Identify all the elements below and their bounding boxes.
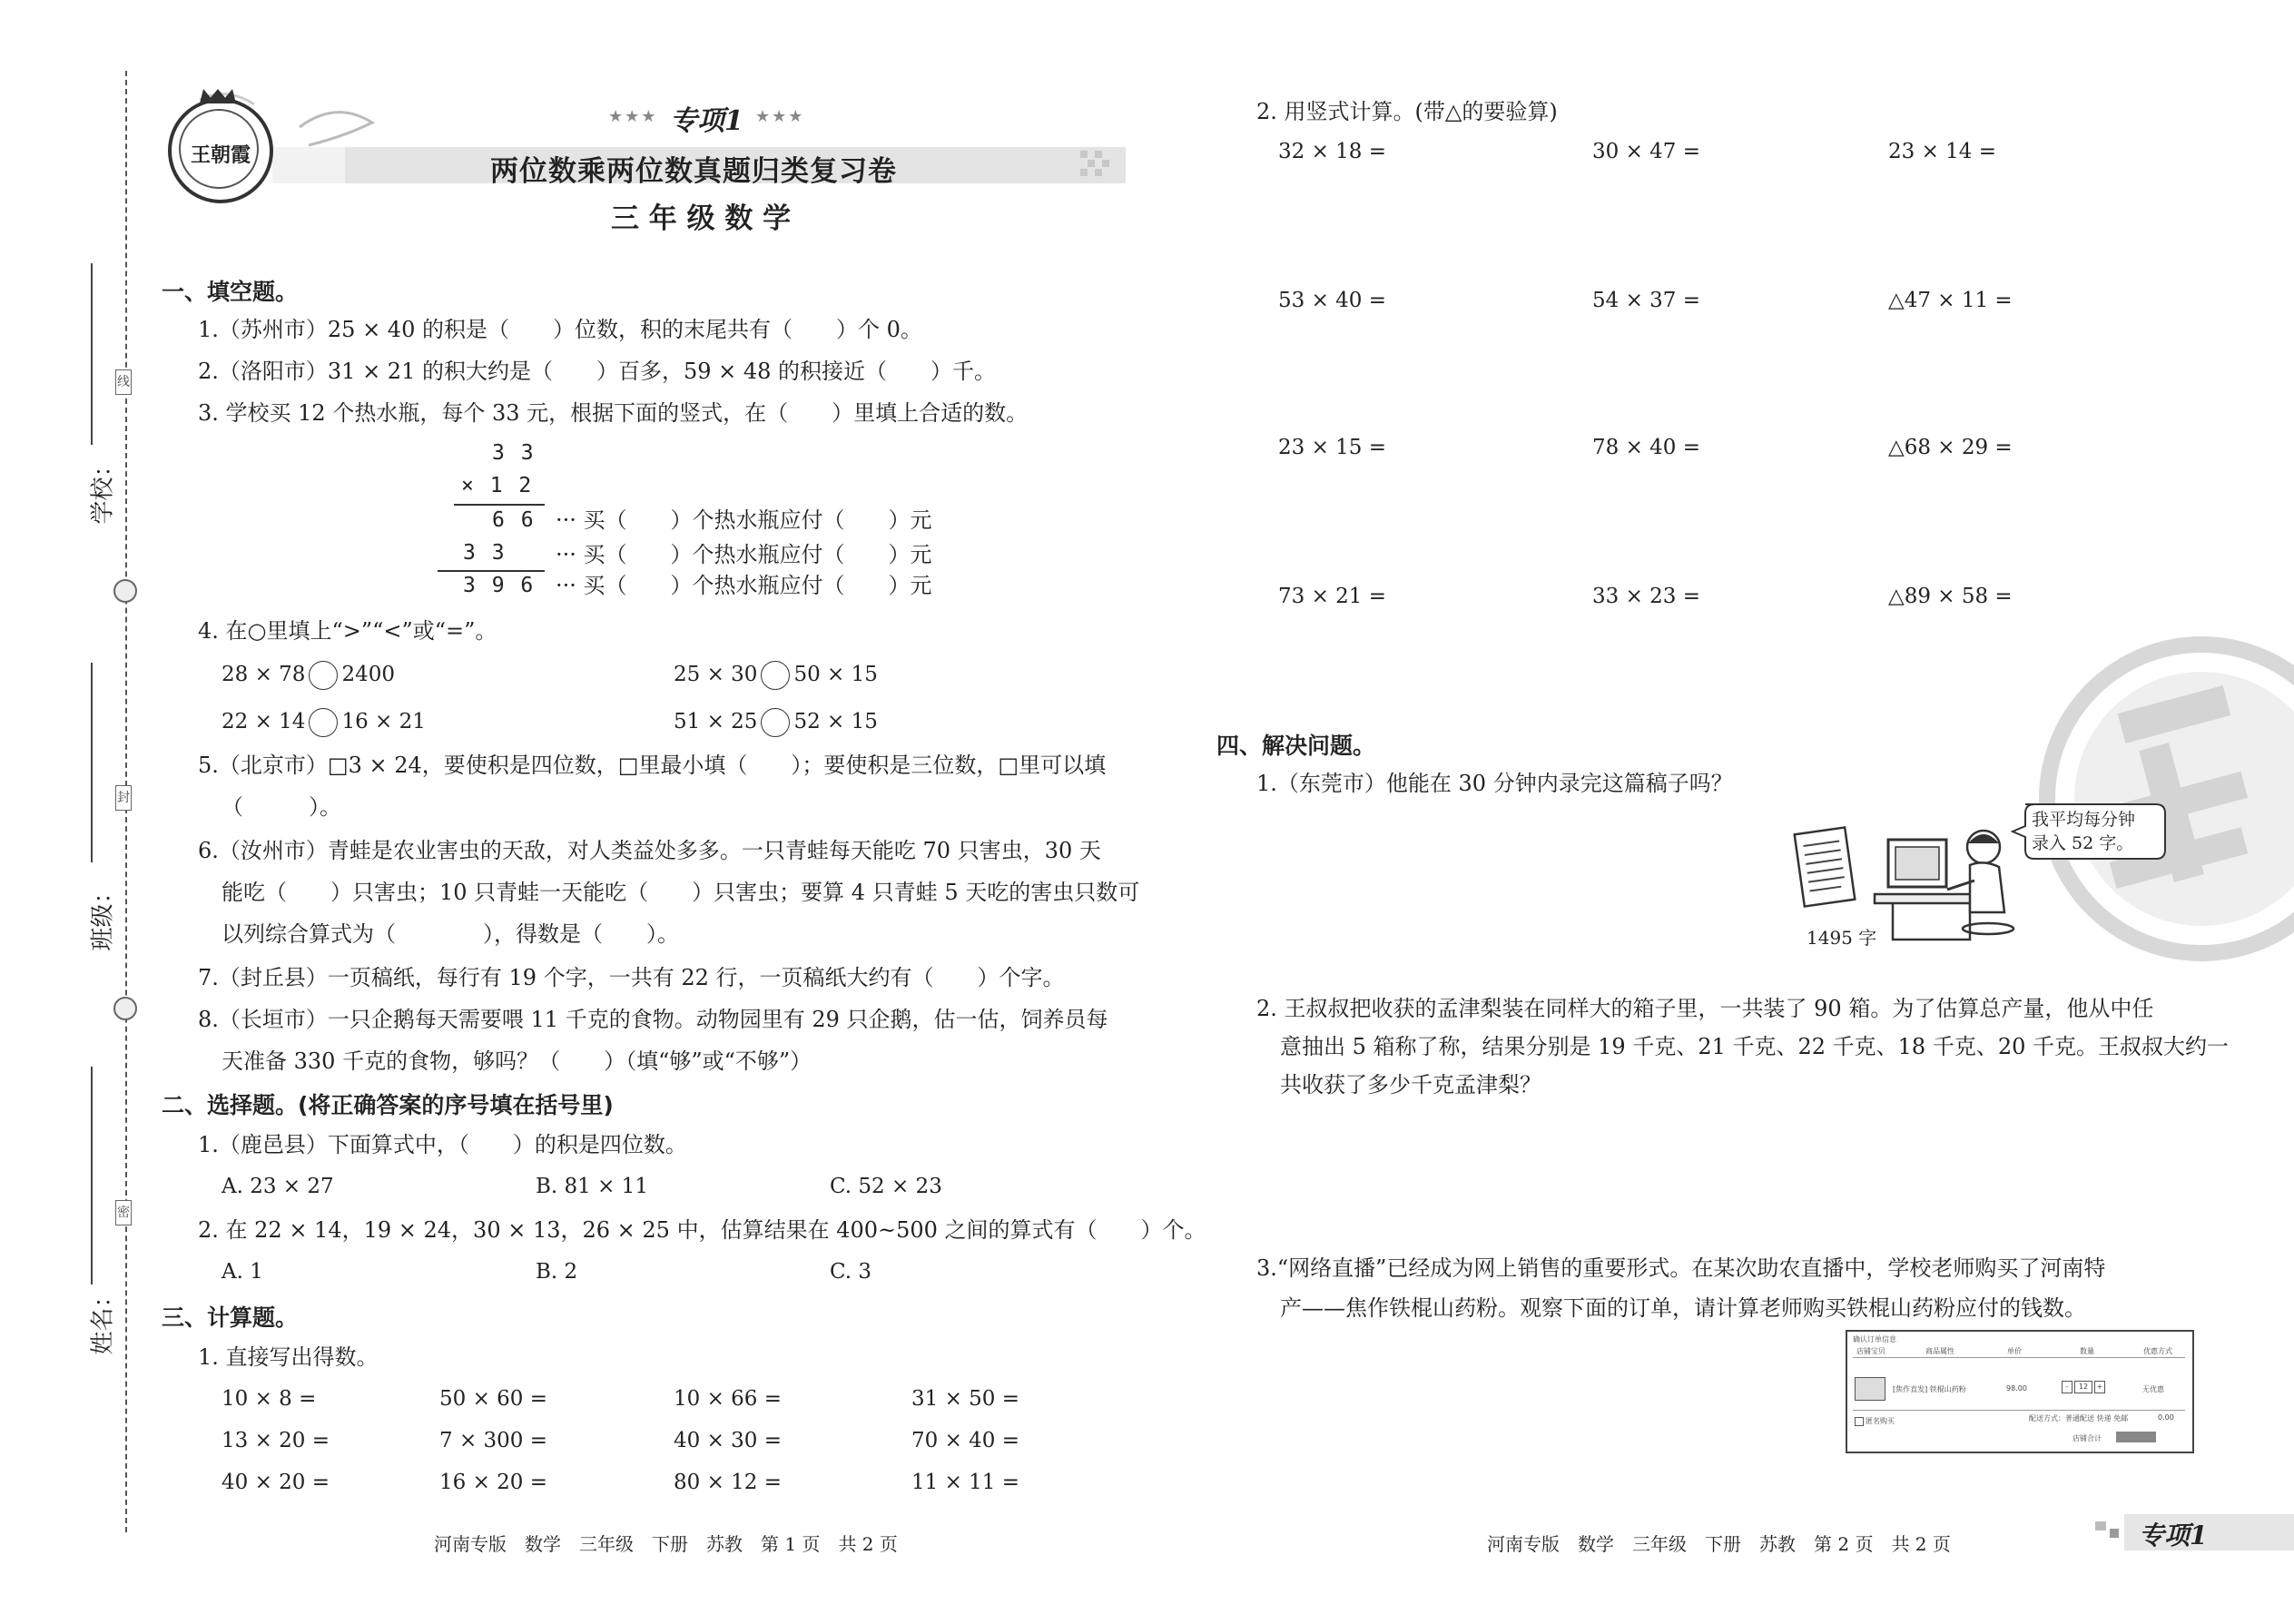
question-2-2: 2. 在 22 × 14，19 × 24，30 × 13，26 × 25 中，估算结果在 400~500 之间的算式有（ ）个。 <box>198 1217 1206 1243</box>
calc-row-3: 6 6 <box>492 508 536 532</box>
option-2-2-c: C. 3 <box>830 1260 872 1284</box>
anonymous-checkbox[interactable] <box>1855 1417 1864 1426</box>
compare-2-left: 25 × 30 <box>674 663 758 686</box>
compare-circle[interactable] <box>309 661 338 690</box>
order-panel <box>1846 1330 2194 1453</box>
vertical-calc: 54 × 37 = <box>1592 289 1701 312</box>
question-1-8: 8.（长垣市）一只企鹅每天需要喂 11 千克的食物。动物园里有 29 只企鹅，估一估，饲养员每 <box>198 1007 1108 1032</box>
compare-3-left: 22 × 14 <box>222 710 306 733</box>
col-attribute: 商品属性 <box>1925 1347 1954 1355</box>
question-1-7: 7.（封丘县）一页稿纸，每行有 19 个字，一共有 22 行，一页稿纸大约有（ ）个字。 <box>198 965 1065 990</box>
oral-calc: 7 × 300 = <box>439 1429 548 1452</box>
oral-calc: 16 × 20 = <box>439 1471 548 1494</box>
vertical-calc: △89 × 58 = <box>1888 585 2013 608</box>
footer-deco <box>2095 1521 2106 1530</box>
binding-line-name <box>91 1067 93 1284</box>
page-title: 两位数乘两位数真题归类复习卷 <box>490 155 897 188</box>
school-label: 学校： <box>89 453 117 525</box>
oral-calc: 31 × 50 = <box>911 1387 1020 1411</box>
speech-text-1: 我平均每分钟 <box>2032 810 2136 830</box>
compare-4-right: 52 × 15 <box>793 710 878 733</box>
compare-4-left: 51 × 25 <box>674 710 758 733</box>
order-columns <box>1853 1346 2185 1358</box>
calc-row-1: 3 3 <box>492 441 536 465</box>
question-4-2-cont2: 共收获了多少千克孟津梨？ <box>1280 1072 1541 1097</box>
oral-calc: 50 × 60 = <box>439 1387 548 1411</box>
vertical-calc: 53 × 40 = <box>1278 289 1387 312</box>
name-label: 姓名： <box>89 1284 117 1355</box>
footer-deco <box>2110 1529 2119 1538</box>
series-label: 专项1 <box>670 105 743 137</box>
speech-text-2: 录入 52 字。 <box>2032 833 2134 853</box>
order-header: 确认订单信息 <box>1853 1335 1896 1343</box>
oral-calc: 11 × 11 = <box>911 1471 1020 1494</box>
question-1-6-cont2: 以列综合算式为（ ），得数是（ ）。 <box>222 921 679 947</box>
compare-2-right: 50 × 15 <box>793 663 878 686</box>
page-subtitle: 三 年 级 数 学 <box>611 202 792 235</box>
question-1-4: 4. 在○里填上“>”“<”或“=”。 <box>198 618 497 644</box>
oral-calc: 40 × 30 = <box>674 1429 783 1452</box>
question-4-2-cont: 意抽出 5 箱称了称，结果分别是 19 千克、21 千克、22 千克、18 千克、20 千克。王叔叔大约一 <box>1280 1034 2229 1059</box>
calc-note-1: ··· 买（ ）个热水瓶应付（ ）元 <box>556 507 932 533</box>
class-label: 班级： <box>89 880 117 951</box>
decrement-button[interactable]: - <box>2062 1381 2072 1393</box>
binding-line-class <box>91 663 93 862</box>
footer-left: 河南专版 数学 三年级 下册 苏教 第 1 页 共 2 页 <box>434 1533 898 1555</box>
question-3-1: 1. 直接写出得数。 <box>198 1344 379 1370</box>
section1-title: 一、填空题。 <box>162 279 299 305</box>
vertical-calc: 30 × 47 = <box>1592 140 1701 163</box>
vertical-calc: 73 × 21 = <box>1278 585 1387 608</box>
quantity-stepper[interactable] <box>2062 1381 2116 1393</box>
compare-3-right: 16 × 21 <box>341 710 426 733</box>
option-2-1-b: B. 81 × 11 <box>536 1175 648 1198</box>
vertical-calc: △68 × 29 = <box>1888 436 2013 459</box>
col-shop-item: 店铺宝贝 <box>1856 1347 1885 1355</box>
vertical-calc: 23 × 15 = <box>1278 436 1387 459</box>
order-discount: 无优惠 <box>2142 1385 2164 1393</box>
question-4-3: 3.“网络直播”已经成为网上销售的重要形式。在某次助农直播中，学校老师购买了河南特 <box>1256 1255 2106 1281</box>
question-1-3: 3. 学校买 12 个热水瓶，每个 33 元，根据下面的竖式，在（ ）里填上合适的数。 <box>198 400 1029 426</box>
order-item-name: [焦作直发] 铁棍山药粉 <box>1893 1385 1966 1393</box>
option-2-1-a: A. 23 × 27 <box>222 1175 334 1198</box>
shipping-fee: 0.00 <box>2158 1413 2174 1422</box>
calc-row-4: 3 3 <box>463 541 507 565</box>
col-price: 单价 <box>2007 1347 2022 1355</box>
compare-circle[interactable] <box>309 708 338 737</box>
stars-right: ★★★ <box>755 107 805 126</box>
compare-1-right: 2400 <box>341 663 395 686</box>
punch-hole-icon <box>113 579 137 603</box>
calc-line-1 <box>454 504 545 506</box>
option-2-2-b: B. 2 <box>536 1260 578 1284</box>
vertical-calc: 23 × 14 = <box>1888 140 1997 163</box>
question-1-8-cont: 天准备 330 千克的食物，够吗？（ ）（填“够”或“不够”） <box>222 1048 812 1074</box>
section4-title: 四、解决问题。 <box>1216 733 1376 759</box>
punch-hole-icon <box>113 997 137 1020</box>
question-1-6: 6.（汝州市）青蛙是农业害虫的天敌，对人类益处多多。一只青蛙每天能吃 70 只害虫，30 天 <box>198 838 1101 863</box>
compare-4 <box>674 708 878 737</box>
logo <box>168 98 273 203</box>
oral-calc: 10 × 8 = <box>222 1387 317 1411</box>
question-4-1: 1.（东莞市）他能在 30 分钟内录完这篇稿子吗？ <box>1256 771 1733 796</box>
calc-row-2: × 1 2 <box>461 474 534 497</box>
increment-button[interactable]: + <box>2094 1381 2105 1393</box>
compare-3 <box>222 708 426 737</box>
footer-tab-label: 专项1 <box>2139 1521 2208 1550</box>
calc-row-5: 3 9 6 <box>463 574 536 597</box>
question-4-2: 2. 王叔叔把收获的孟津梨装在同样大的箱子里，一共装了 90 箱。为了估算总产量，他从中任 <box>1256 996 2154 1021</box>
paper-word-count: 1495 字 <box>1807 927 1877 949</box>
question-2-1: 1.（鹿邑县）下面算式中，（ ）的积是四位数。 <box>198 1132 687 1157</box>
question-1-6-cont: 能吃（ ）只害虫；10 只青蛙一天能吃（ ）只害虫；要算 4 只青蛙 5 天吃的害虫只数可 <box>222 880 1140 905</box>
question-4-3-cont: 产——焦作铁棍山药粉。观察下面的订单，请计算老师购买铁棍山药粉应付的钱数。 <box>1280 1295 2086 1321</box>
vertical-calc: 78 × 40 = <box>1592 436 1701 459</box>
oral-calc: 80 × 12 = <box>674 1471 783 1494</box>
shipping-method: 配送方式：普通配送 快递 免邮 <box>2029 1414 2129 1422</box>
crown-icon <box>200 89 236 103</box>
binding-mark-line: 线 <box>115 369 132 395</box>
vertical-calc: 32 × 18 = <box>1278 140 1387 163</box>
calc-line-2 <box>438 570 545 572</box>
question-1-5-cont: （ ）。 <box>222 794 341 820</box>
compare-circle[interactable] <box>761 661 790 690</box>
oral-calc: 70 × 40 = <box>911 1429 1020 1452</box>
col-quantity: 数量 <box>2080 1347 2094 1355</box>
footer-right: 河南专版 数学 三年级 下册 苏教 第 2 页 共 2 页 <box>1487 1533 1951 1555</box>
compare-1 <box>222 661 395 690</box>
quantity-input[interactable]: 12 <box>2074 1381 2092 1393</box>
question-1-5: 5.（北京市）□3 × 24，要使积是四位数，□里最小填（ ）；要使积是三位数，□里可以填 <box>198 753 1107 778</box>
vertical-calc: 33 × 23 = <box>1592 585 1701 608</box>
calc-note-3: ··· 买（ ）个热水瓶应付（ ）元 <box>556 573 932 598</box>
total-label: 店铺合计 <box>2072 1434 2102 1442</box>
compare-2 <box>674 661 878 690</box>
compare-circle[interactable] <box>761 708 790 737</box>
stars-left: ★★★ <box>608 107 658 126</box>
product-thumbnail <box>1855 1377 1885 1401</box>
question-3-2: 2. 用竖式计算。(带△的要验算) <box>1256 99 1558 124</box>
binding-mark-secret: 密 <box>115 1200 132 1225</box>
total-field <box>2116 1432 2156 1442</box>
compare-1-left: 28 × 78 <box>222 663 306 686</box>
col-discount: 优惠方式 <box>2143 1347 2172 1355</box>
order-price: 98.00 <box>2006 1384 2027 1393</box>
watermark-seal <box>2020 635 2294 962</box>
binding-mark-seal: 封 <box>115 785 132 811</box>
binding-line-school <box>91 263 93 445</box>
option-2-1-c: C. 52 × 23 <box>830 1175 942 1198</box>
anonymous-label: 匿名购买 <box>1866 1417 1895 1425</box>
section3-title: 三、计算题。 <box>162 1304 299 1331</box>
vertical-calc: △47 × 11 = <box>1888 289 2013 312</box>
question-1-2: 2.（洛阳市）31 × 21 的积大约是（ ）百多，59 × 48 的积接近（ ）千。 <box>198 359 997 384</box>
question-1-1: 1.（苏州市）25 × 40 的积是（ ）位数，积的末尾共有（ ）个 0。 <box>198 317 922 342</box>
section2-title: 二、选择题。(将正确答案的序号填在括号里) <box>162 1092 614 1118</box>
calc-note-2: ··· 买（ ）个热水瓶应付（ ）元 <box>556 542 932 567</box>
order-divider <box>1853 1410 2185 1411</box>
option-2-2-a: A. 1 <box>222 1260 263 1284</box>
oral-calc: 10 × 66 = <box>674 1387 783 1411</box>
logo-text: 王朝霞 <box>190 143 251 167</box>
oral-calc: 40 × 20 = <box>222 1471 330 1494</box>
oral-calc: 13 × 20 = <box>222 1429 330 1452</box>
